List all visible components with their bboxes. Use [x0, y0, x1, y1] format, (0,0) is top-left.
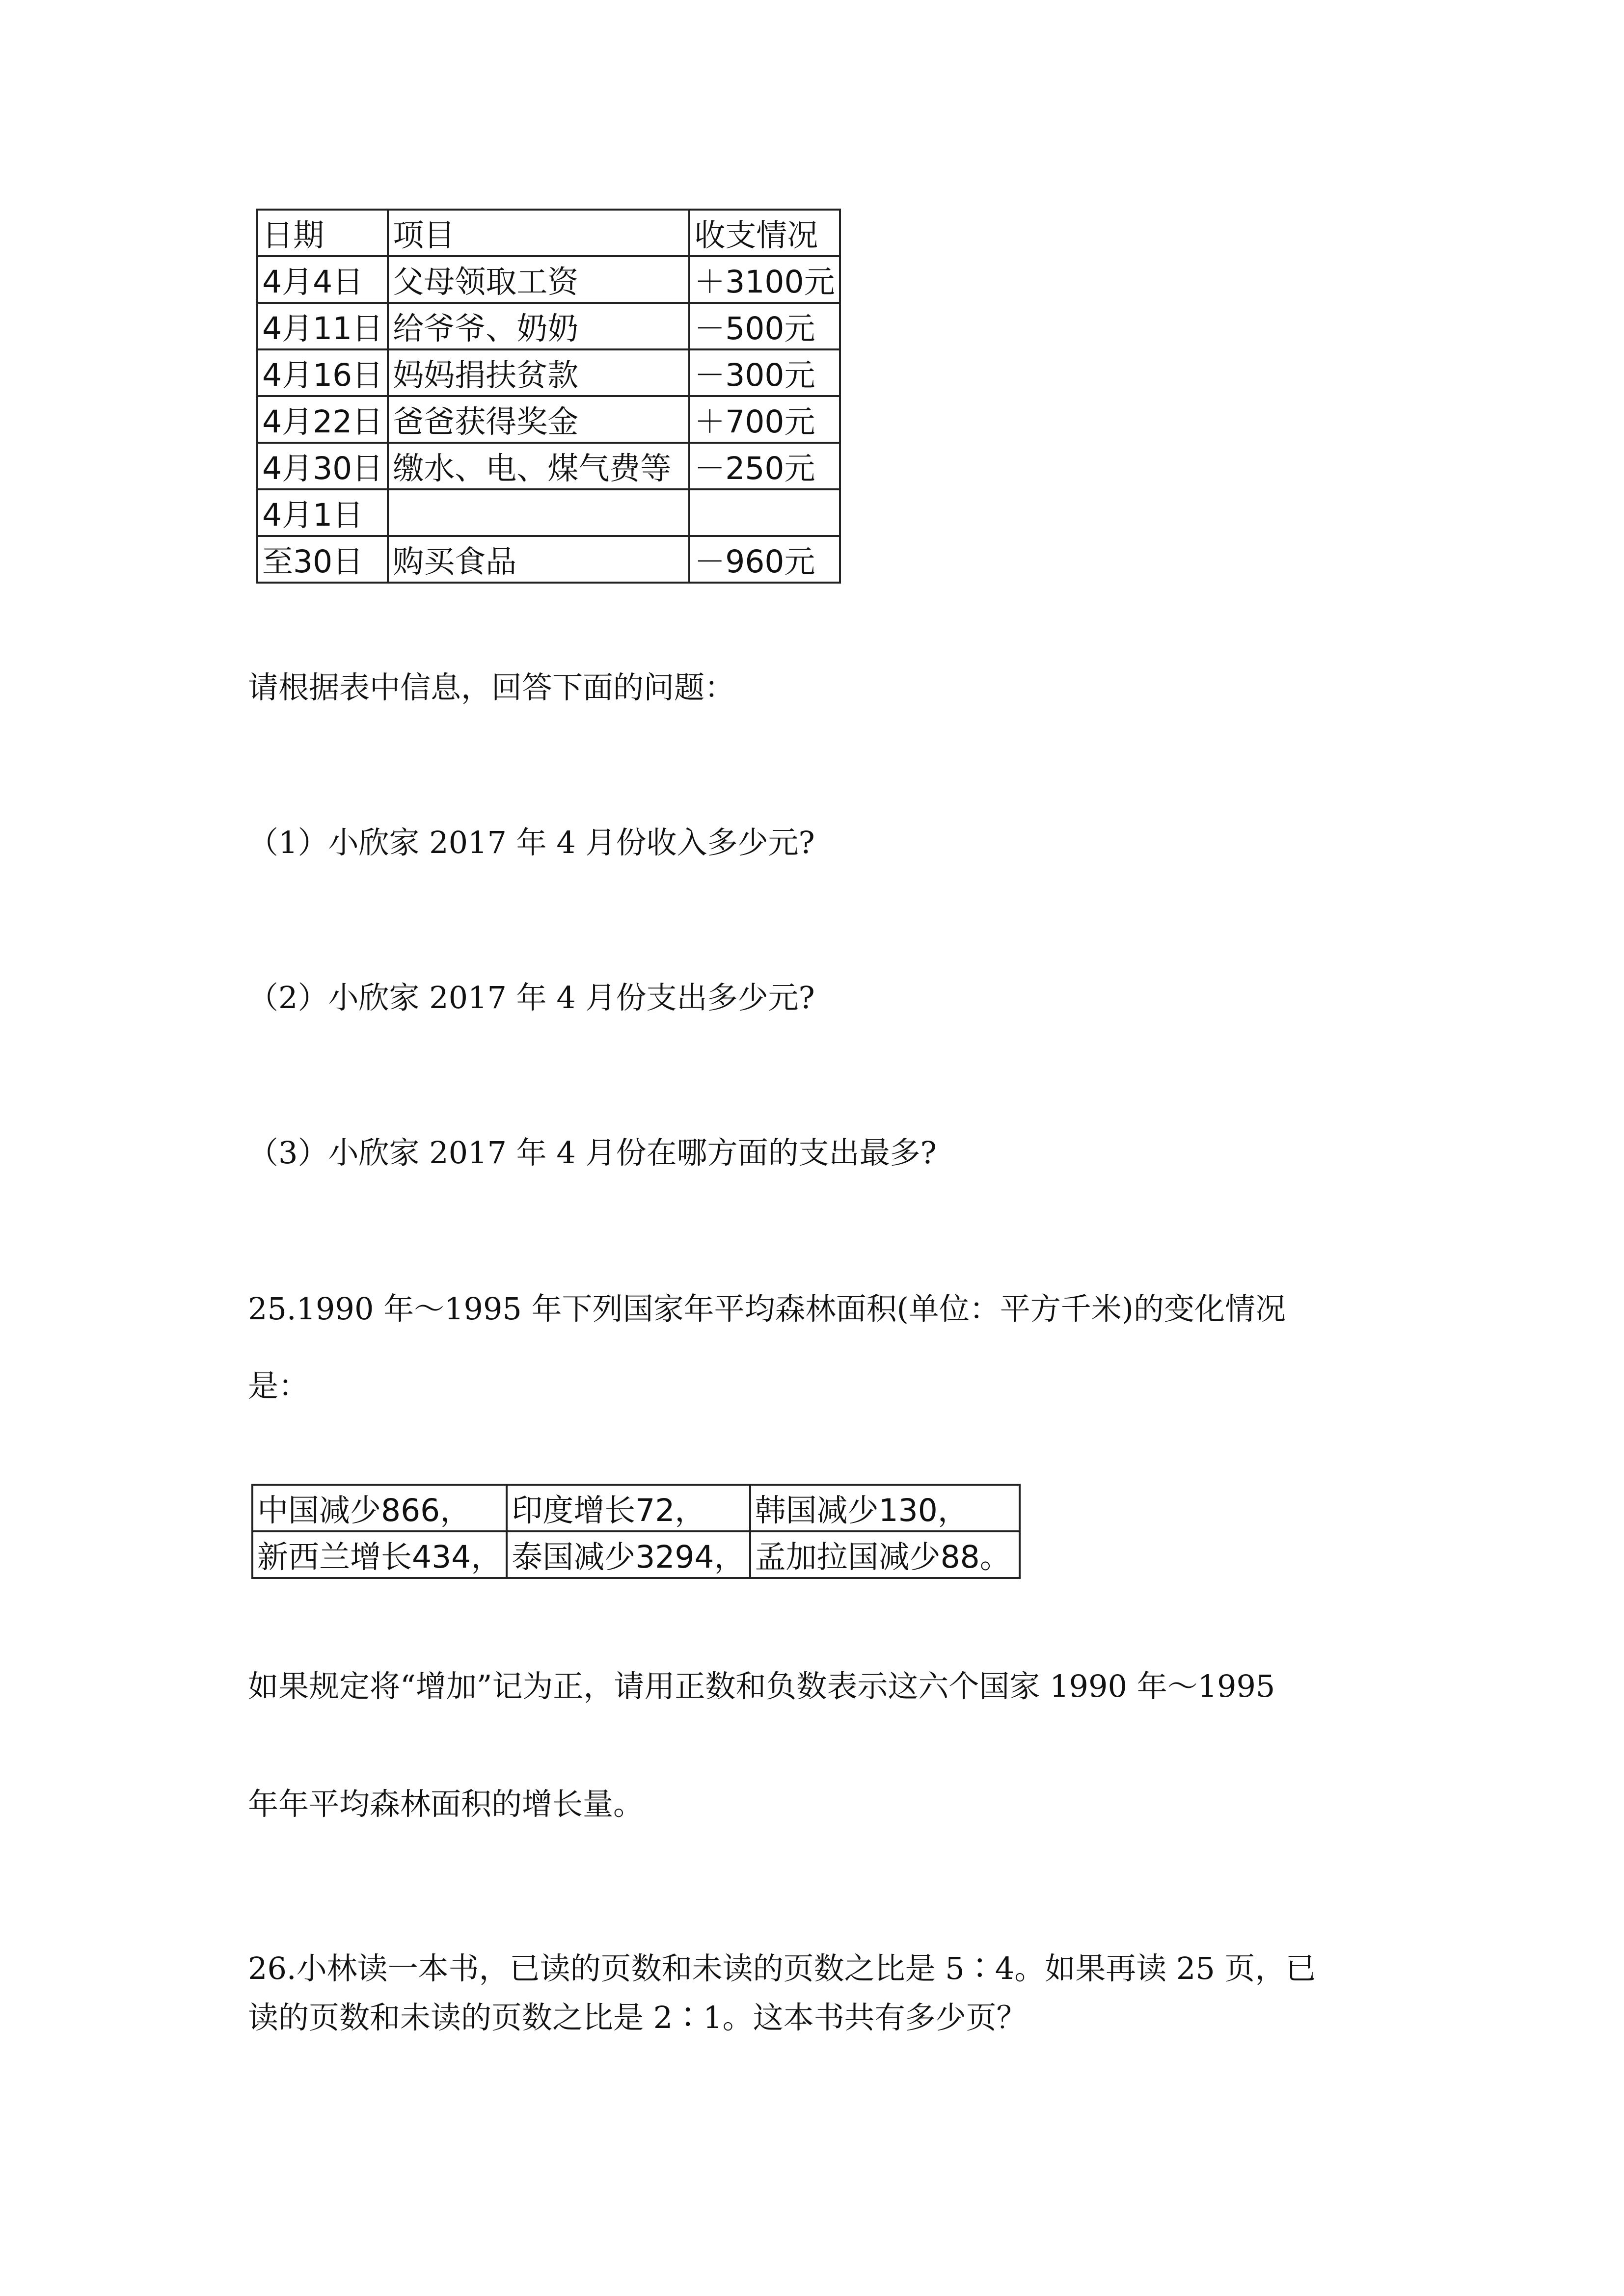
header-date: 日期: [257, 210, 388, 256]
cell-item: 妈妈捐扶贫款: [388, 349, 689, 396]
cell-amount: ＋700元: [689, 396, 839, 443]
cell-date: 4月4日: [257, 256, 388, 303]
income-expense-table: [256, 209, 841, 584]
question-2: （2）小欣家 2017 年 4 月份支出多少元?: [248, 980, 815, 1015]
cell-date: 至30日: [257, 536, 388, 583]
cell-date: 4月11日: [257, 303, 388, 349]
problem-25-instruction-line-1: 如果规定将“增加”记为正，请用正数和负数表示这六个国家 1990 年～1995: [248, 1668, 1275, 1704]
cell-item: 购买食品: [388, 536, 689, 583]
cell-amount: －960元: [689, 536, 839, 583]
cell-date: 4月16日: [257, 349, 388, 396]
table-row: [257, 349, 840, 396]
table-row: [257, 489, 840, 536]
table-cell: 中国减少866，: [252, 1485, 507, 1531]
table-row: [257, 396, 840, 443]
table-row: [257, 303, 840, 349]
problem-26-line-1: 26.小林读一本书，已读的页数和未读的页数之比是 5∶4。如果再读 25 页，已: [248, 1950, 1316, 1986]
table-row: [252, 1485, 1020, 1531]
header-item: 项目: [388, 210, 689, 256]
table-cell: 泰国减少3294，: [507, 1531, 750, 1578]
table-row: [257, 443, 840, 489]
question-3: （3）小欣家 2017 年 4 月份在哪方面的支出最多?: [248, 1135, 937, 1171]
cell-item: [388, 489, 689, 536]
table-cell: 新西兰增长434，: [252, 1531, 507, 1578]
header-amount: 收支情况: [689, 210, 839, 256]
cell-item: 给爷爷、奶奶: [388, 303, 689, 349]
problem-25-instruction-line-2: 年年平均森林面积的增长量。: [248, 1786, 644, 1822]
cell-item: 缴水、电、煤气费等: [388, 443, 689, 489]
prompt-intro: 请根据表中信息，回答下面的问题：: [248, 669, 735, 705]
cell-date: 4月30日: [257, 443, 388, 489]
table-row: [257, 256, 840, 303]
problem-25-line-2: 是：: [248, 1368, 309, 1404]
cell-amount: －500元: [689, 303, 839, 349]
table-cell: 韩国减少130，: [750, 1485, 1020, 1531]
cell-item: 爸爸获得奖金: [388, 396, 689, 443]
problem-25-line-1: 25.1990 年～1995 年下列国家年平均森林面积(单位：平方千米)的变化情况: [248, 1291, 1286, 1327]
cell-amount: [689, 489, 839, 536]
table-cell: 孟加拉国减少88。: [750, 1531, 1020, 1578]
cell-amount: －300元: [689, 349, 839, 396]
problem-26-line-2: 读的页数和未读的页数之比是 2∶1。这本书共有多少页？: [248, 2000, 1027, 2035]
table-row: [257, 536, 840, 583]
table-row: [252, 1531, 1020, 1578]
question-1: （1）小欣家 2017 年 4 月份收入多少元?: [248, 825, 815, 860]
cell-date: 4月22日: [257, 396, 388, 443]
cell-amount: ＋3100元: [689, 256, 839, 303]
table-cell: 印度增长72，: [507, 1485, 750, 1531]
cell-item: 父母领取工资: [388, 256, 689, 303]
forest-change-table: [251, 1484, 1021, 1579]
table-header-row: [257, 210, 840, 256]
cell-amount: －250元: [689, 443, 839, 489]
cell-date: 4月1日: [257, 489, 388, 536]
